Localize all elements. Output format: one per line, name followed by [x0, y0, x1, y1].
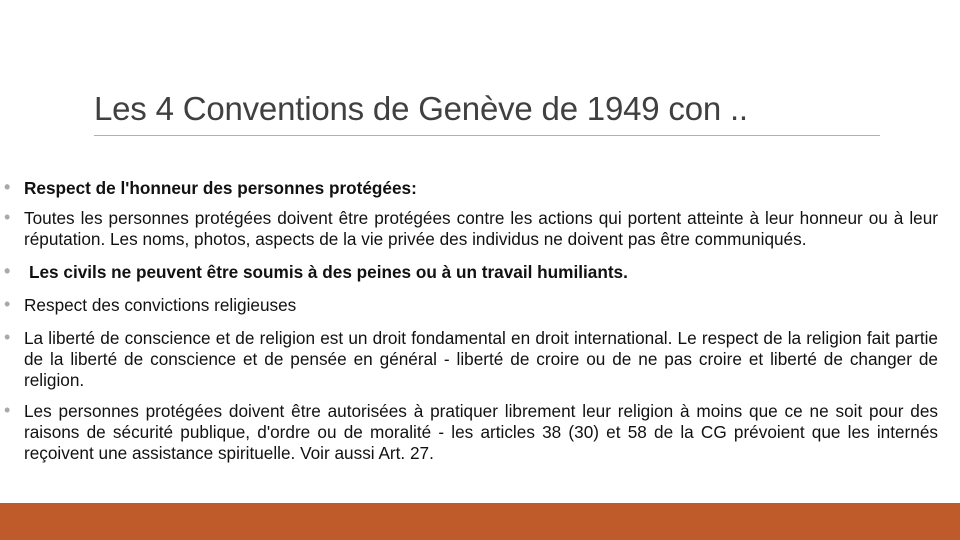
bullet-text: La liberté de conscience et de religion est un droit fondamental en droit international. Le respect de la religion fait partie de la liberté de conscience et de pensée en général - liberté de croire ou de ne pas croire et liberté de changer de religion. [24, 328, 938, 390]
bullet-item [0, 328, 960, 391]
bullet-text: Les civils ne peuvent être soumis à des peines ou à un travail humiliants. [29, 262, 628, 282]
bullet-text: Toutes les personnes protégées doivent être protégées contre les actions qui portent atteinte à leur honneur ou à leur réputation. Les noms, photos, aspects de la vie privée des individus ne doivent pas être communiqués. [24, 208, 938, 249]
bullet-item [0, 178, 960, 199]
bullet-text: Respect des convictions religieuses [24, 295, 297, 315]
bullet-item [0, 208, 960, 250]
bullet-item [0, 262, 960, 283]
bullet-item [0, 295, 960, 316]
bullet-item [0, 401, 960, 464]
title-underline [94, 135, 880, 136]
slide-title: Les 4 Conventions de Genève de 1949 con .. [94, 90, 748, 127]
bullet-text: Respect de l'honneur des personnes protégées: [24, 178, 417, 198]
bullet-text: Les personnes protégées doivent être autorisées à pratiquer librement leur religion à moins que ce ne soit pour des raisons de sécurité publique, d'ordre ou de moralité - les articles 38 (30) et 58 de la CG prévoient que les internés reçoivent une assistance spirituelle. Voir aussi Art. 27. [24, 401, 938, 463]
footer-accent-bar [0, 503, 960, 540]
bullet-list [0, 178, 960, 464]
